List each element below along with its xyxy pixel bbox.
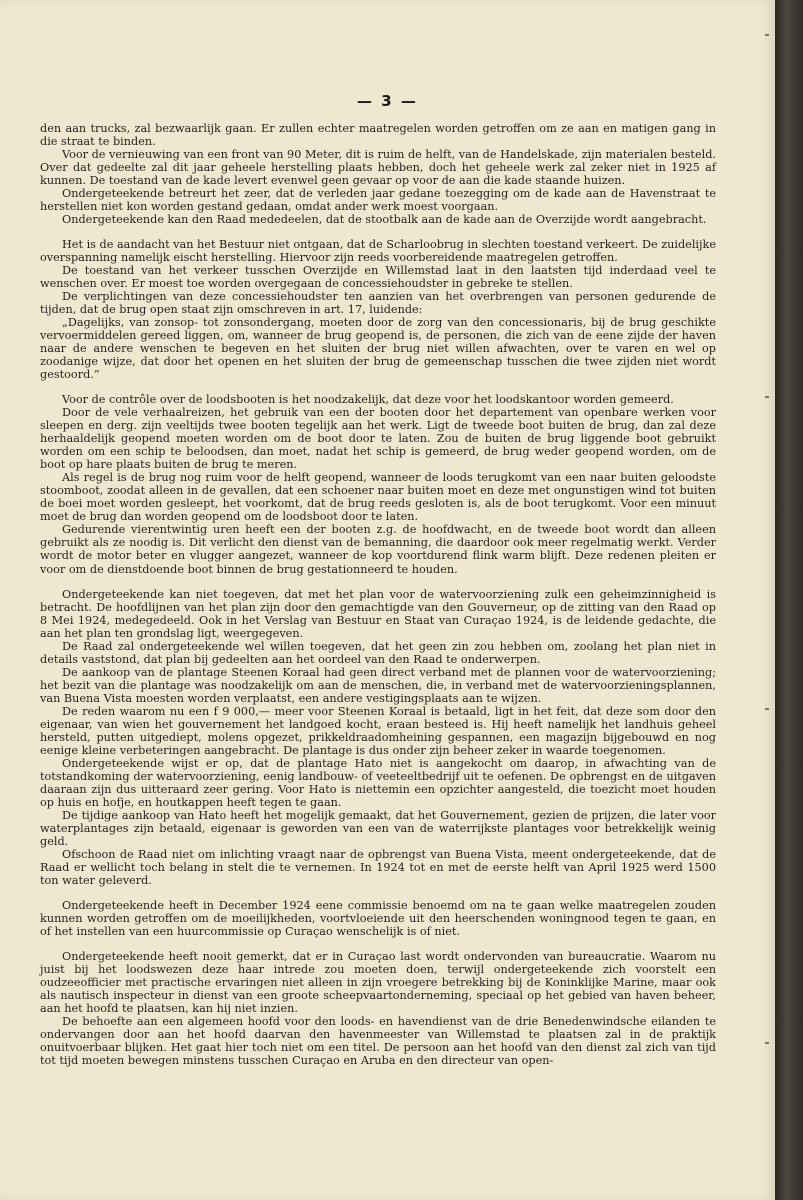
paragraph: Voor de contrôle over de loodsbooten is het noodzakelijk, dat deze voor het loodskantoor worden gemeerd. <box>62 393 674 407</box>
paragraph: Voor de vernieuwing van een front van 90 Meter, dit is ruim de helft, van de Handelskade, zijn materialen besteld. Over dat gedeelte zal dit jaar geheele herstelling plaats hebben, doch het geheele werk zal zeker niet in 1925 af kunnen. De toestand van de kade levert evenwel geen gevaar op voor de aan die kade staande huizen. <box>40 148 716 188</box>
paragraph: Ondergeteekende betreurt het zeer, dat de verleden jaar gedane toezegging om de kade aan de Havenstraat te herstellen niet kon worden gestand gedaan, omdat ander werk moest voorgaan. <box>40 187 716 214</box>
paragraph: De behoefte aan een algemeen hoofd voor den loods- en havendienst van de drie Benedenwindsche eilanden te ondervangen door aan het hoofd daarvan den havenmeester van Willemstad te plaatsen zal in de praktijk onuitvoerbaar blijken. Het gaat hier toch niet om een titel. De persoon aan het hoofd van den dienst zal zich van tijd tot tijd moeten bewegen minstens tusschen Curaçao en Aruba en den directeur van open- <box>40 1015 716 1068</box>
document-body <box>40 122 716 1067</box>
paragraph: De verplichtingen van deze concessiehoudster ten aanzien van het overbrengen van personen gedurende de tijden, dat de brug open staat zijn omschreven in art. 17, luidende: <box>40 290 716 317</box>
scan-edge-mark <box>765 1042 769 1044</box>
paragraph: Ondergeteekende heeft nooit gemerkt, dat er in Curaçao last wordt ondervonden van bureaucratie. Waarom nu juist bij het loodswezen deze haar intrede zou moeten doen, terwijl ondergeteekende zich voorstelt een oudzeeofficier met practische ervaringen niet alleen in zijn vroegere betrekking bij de Koninklijke Marine, maar ook als nautisch inspecteur in dienst van een groote scheepvaartonderneming, speciaal op het gebied van haven beheer, aan het hoofd te plaatsen, kan hij niet inzien. <box>40 949 716 1015</box>
paragraph: Ofschoon de Raad niet om inlichting vraagt naar de opbrengst van Buena Vista, meent ondergeteekende, dat de Raad er wellicht toch belang in stelt die te vernemen. In 1924 tot en met de eerste helft van April 1925 werd 1500 ton water geleverd. <box>40 847 716 887</box>
paragraph: De aankoop van de plantage Steenen Koraal had geen direct verband met de plannen voor de watervoorziening; het bezit van die plantage was noodzakelijk om aan de menschen, die, in verband met de watervoorzieningsplannen, van Buena Vista moesten worden verplaatst, een andere vestigingsplaats aan te wijzen. <box>40 665 716 705</box>
paragraph: Ondergeteekende wijst er op, dat de plantage Hato niet is aangekocht om daarop, in afwachting van de totstandkoming der watervoorziening, eenig landbouw- of veeteeltbedrijf uit te oefenen. De opbrengst en de uitgaven daaraan zijn dus uitteraard zeer gering. Voor Hato is niettemin een opzichter aangesteld, die toezicht moet houden op huis en hofje, en houtkappen heeft tegen te gaan. <box>40 756 716 809</box>
paragraph: Ondergeteekende heeft in December 1924 eene commissie benoemd om na te gaan welke maatregelen zouden kunnen worden getroffen om de moeilijkheden, voortvloeiende uit den heerschenden woningnood tegen te gaan, en of het instellen van een huurcommissie op Curaçao wenschelijk is of niet. <box>40 898 716 938</box>
paragraph: De tijdige aankoop van Hato heeft het mogelijk gemaakt, dat het Gouvernement, gezien de prijzen, die later voor waterplantages zijn betaald, eigenaar is geworden van een van de waterrijkste plantages voor betrekkelijk weinig geld. <box>40 808 716 848</box>
scanner-background-strip <box>775 0 803 1200</box>
paragraph: den aan trucks, zal bezwaarlijk gaan. Er zullen echter maatregelen worden getroffen om ze aan en matigen gang in die straat te binden. <box>40 122 716 149</box>
paragraph: De reden waarom nu een f 9 000,— meer voor Steenen Koraal is betaald, ligt in het feit, dat deze som door den eigenaar, van wien het gouvernement het landgoed kocht, eraan besteed is. Hij heeft namelijk het landhuis geheel hersteld, putten uitgediept, molens opgezet, prikkeldraadomheining gespannen, een magazijn bijgebouwd en nog eenige kleine verbeteringen aangebracht. De plantage is dus onder zijn beheer zeker in waarde toegenomen. <box>40 704 716 757</box>
scan-edge-mark <box>765 34 769 36</box>
paragraph: Ondergeteekende kan den Raad mededeelen, dat de stootbalk aan de kade aan de Overzijde wordt aangebracht. <box>62 213 707 227</box>
paragraph: De Raad zal ondergeteekende wel willen toegeven, dat het geen zin zou hebben om, zoolang het plan niet in details vaststond, dat plan bij gedeelten aan het oordeel van den Raad te onderwerpen. <box>40 639 716 666</box>
paragraph: Door de vele verhaalreizen, het gebruik van een der booten door het departement van openbare werken voor sleepen en derg. zijn veeltijds twee booten tegelijk aan het werk. Ligt de tweede boot buiten de brug, dan zal deze herhaaldelijk geopend moeten worden om de boot door te laten. Zou de buiten de brug liggende boot gebruikt worden om een schip te beloodsen, dan moet, nadat het schip is gemeerd, de brug weder geopend worden, om de boot op hare plaats buiten de brug te meren. <box>40 406 716 472</box>
scan-edge-mark <box>765 708 769 710</box>
paragraph: Ondergeteekende kan niet toegeven, dat met het plan voor de watervoorziening zulk een geheimzinnigheid is betracht. De hoofdlijnen van het plan zijn door den gemachtigde van den Gouverneur, op de zitting van den Raad op 8 Mei 1924, medegedeeld. Ook in het Verslag van Bestuur en Staat van Curaçao 1924, is de leidende gedachte, die aan het plan ten grondslag ligt, weergegeven. <box>40 587 716 640</box>
scan-edge-mark <box>765 396 769 398</box>
paragraph: Gedurende vierentwintig uren heeft een der booten z.g. de hoofdwacht, en de tweede boot wordt dan alleen gebruikt als ze noodig is. Dit verlicht den dienst van de bemanning, die daardoor ook meer regelmatig werkt. Verder wordt de motor beter en vlugger aangezet, wanneer de kop voortdurend flink warm blijft. Deze redenen pleiten er voor om de dienstdoende boot binnen de brug gestationneerd te houden. <box>40 523 716 576</box>
paragraph: De toestand van het verkeer tusschen Overzijde en Willemstad laat in den laatsten tijd inderdaad veel te wenschen over. Er moest toe worden overgegaan de concessiehoudster in gebreke te stellen. <box>40 264 716 291</box>
page-number: — 3 — <box>357 92 418 110</box>
paragraph: Als regel is de brug nog ruim voor de helft geopend, wanneer de loods terugkomt van een naar buiten geloodste stoomboot, zoodat alleen in de gevallen, dat een schoener naar buiten moet en deze met ongunstigen wind tot buiten de boei moet worden gesleept, het voorkomt, dat de brug reeds gesloten is, als de boot terugkomt. Voor een minuut moet de brug dan worden geopend om de loodsboot door te laten. <box>40 471 716 524</box>
paragraph: Het is de aandacht van het Bestuur niet ontgaan, dat de Scharloobrug in slechten toestand verkeert. De zuidelijke overspanning namelijk eischt herstelling. Hiervoor zijn reeds voorbereidende maatregelen getroffen. <box>40 238 716 265</box>
quoted-article: „Dagelijks, van zonsop- tot zonsondergang, moeten door de zorg van den concessionaris, bij de brug geschikte vervoermiddelen gereed liggen, om, wanneer de brug geopend is, de personen, die zich van de eene zijde der haven naar de andere wenschen te begeven en het sluiten der brug niet willen afwachten, over te varen en wel op zoodanige wijze, dat door het openen en het sluiten der brug de gemeenschap tusschen die twee zijden niet wordt gestoord.” <box>40 316 716 382</box>
